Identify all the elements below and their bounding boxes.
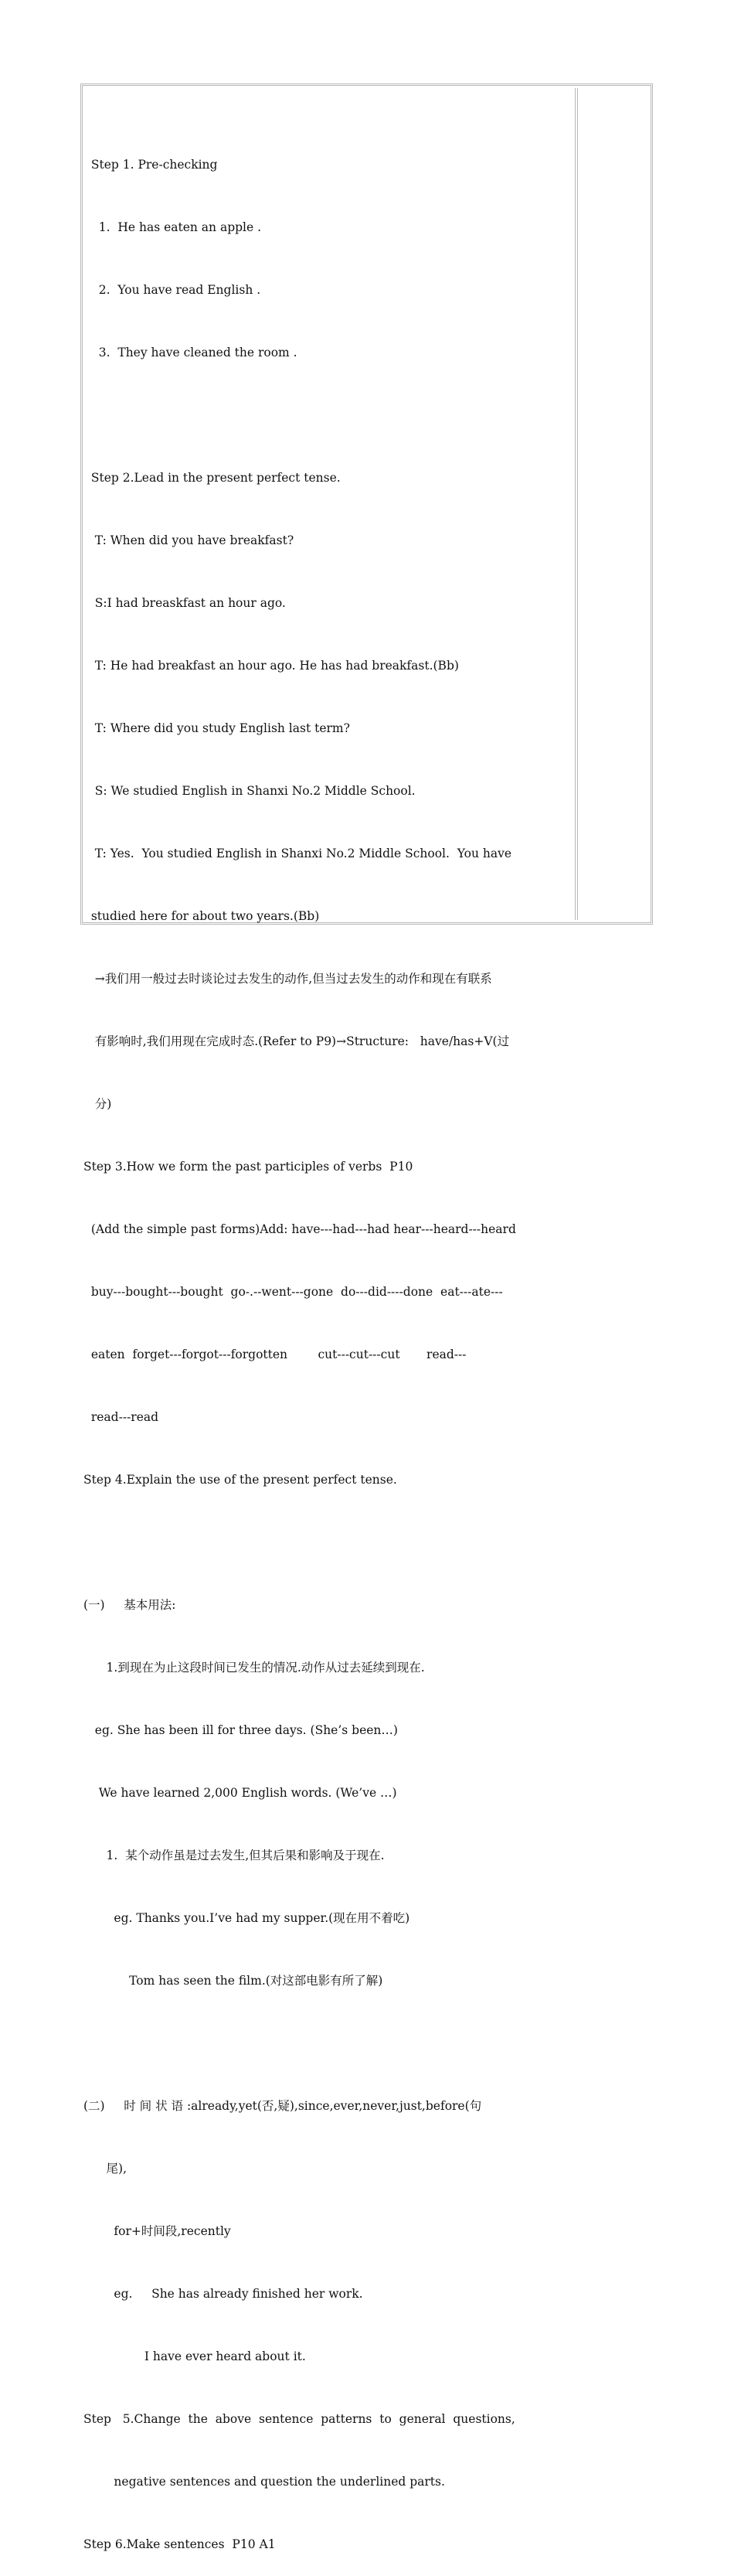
example-line: We have learned 2,000 English words. (We’ve …) (83, 1786, 397, 1800)
verb-forms-line: (Add the simple past forms)Add: have---had---had hear---heard---heard (83, 1222, 516, 1236)
step-1-heading: Step 1. Pre-checking (83, 158, 218, 172)
precheck-item-1: 1. He has eaten an apple . (83, 220, 262, 234)
section-2-line: 尾), (83, 2162, 127, 2176)
section-2-heading: (二) 时 间 状 语 :already,yet(否,疑),since,ever,never,just,before(句 (83, 2099, 482, 2113)
chinese-note-line: →我们用一般过去时谈论过去发生的动作,但当过去发生的动作和现在有联系 (83, 972, 492, 986)
section-1-heading: (一) 基本用法: (83, 1598, 176, 1612)
step-5-heading: Step 5.Change the above sentence patterns to general questions, (83, 2412, 515, 2426)
blank-line (83, 405, 578, 426)
step-2-heading: Step 2.Lead in the present perfect tense. (83, 471, 341, 485)
step-5-line: negative sentences and question the underlined parts. (83, 2475, 445, 2489)
chinese-note-line: 有影响时,我们用现在完成时态.(Refer to P9)→Structure: have/has+V(过 (83, 1034, 510, 1048)
example-line: eg. She has already finished her work. (83, 2287, 363, 2301)
verb-forms-line: read---read (83, 1410, 159, 1424)
dialogue-line: studied here for about two years.(Bb) (83, 909, 320, 923)
usage-line: 1. 某个动作虽是过去发生,但其后果和影响及于现在. (83, 1849, 385, 1862)
example-line: eg. Thanks you.I’ve had my supper.(现在用不着吃) (83, 1911, 410, 1925)
example-line: eg. She has been ill for three days. (She’s been…) (83, 1723, 398, 1737)
step-4-heading: Step 4.Explain the use of the present perfect tense. (83, 1473, 397, 1487)
dialogue-line: T: Yes. You studied English in Shanxi No.2 Middle School. You have (83, 847, 512, 860)
dialogue-line: T: Where did you study English last term? (83, 721, 350, 735)
verb-forms-line: buy---bought---bought go-.--went---gone do---did----done eat---ate--- (83, 1285, 503, 1299)
chinese-note-line: 分) (83, 1097, 112, 1111)
lesson-content (83, 113, 578, 2576)
blank-line (83, 2033, 578, 2054)
step-3-heading: Step 3.How we form the past participles of verbs P10 (83, 1160, 413, 1174)
usage-line: 1.到现在为止这段时间已发生的情况.动作从过去延续到现在. (83, 1661, 425, 1675)
dialogue-line: S:I had breaskfast an hour ago. (83, 596, 286, 610)
example-line: Tom has seen the film.(对这部电影有所了解) (83, 1974, 383, 1988)
section-2-line: for+时间段,recently (83, 2224, 231, 2238)
step-6-heading: Step 6.Make sentences P10 A1 (83, 2537, 276, 2551)
verb-forms-line: eaten forget---forgot---forgotten cut---cut---cut read--- (83, 1348, 467, 1361)
precheck-item-3: 3. They have cleaned the room . (83, 346, 297, 359)
precheck-item-2: 2. You have read English . (83, 283, 261, 297)
example-line: I have ever heard about it. (83, 2349, 306, 2363)
dialogue-line: T: He had breakfast an hour ago. He has had breakfast.(Bb) (83, 659, 459, 673)
dialogue-line: S: We studied English in Shanxi No.2 Middle School. (83, 784, 416, 798)
blank-line (83, 1532, 578, 1553)
dialogue-line: T: When did you have breakfast? (83, 533, 294, 547)
